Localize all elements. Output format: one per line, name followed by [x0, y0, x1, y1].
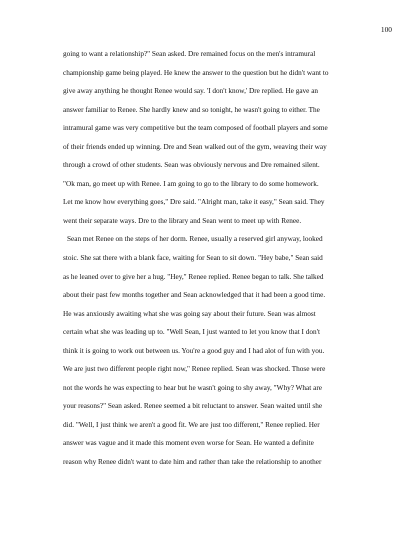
- text-line: went their separate ways. Dre to the library and Sean went to meet up with Renee.: [63, 216, 302, 225]
- text-line: did. "Well, I just think we aren't a good fit. We are just too different," Renee replied. Her: [63, 420, 320, 429]
- text-line: your reasons?" Sean asked. Renee seemed a bit reluctant to answer. Sean waited until she: [63, 402, 323, 411]
- text-line: give away anything he thought Renee would say. 'I don't know,' Dre replied. He gave an: [63, 87, 319, 96]
- text-line: of their friends ended up winning. Dre and Sean walked out of the gym, weaving their way: [63, 142, 327, 151]
- text-line: He was anxiously awaiting what she was going say about their future. Sean was almost: [63, 309, 316, 318]
- text-line: think it is going to work out between us. You're a good guy and I had alot of fun with you.: [63, 346, 325, 355]
- text-line: about their past few months together and Sean acknowledged that it had been a good time.: [63, 291, 326, 300]
- paragraph-start-line: Sean met Renee on the steps of her dorm. Renee, usually a reserved girl anyway, looked: [67, 235, 323, 244]
- text-line: as he leaned over to give her a hug. "Hey," Renee replied. Renee began to talk. She talked: [63, 272, 324, 281]
- text-line: answer familiar to Renee. She hardly knew and so tonight, he wasn't going to either. The: [63, 105, 320, 114]
- text-line: certain what she was leading up to. "Well Sean, I just wanted to let you know that I don't: [63, 328, 320, 337]
- text-line: going to want a relationship?" Sean asked. Dre remained focus on the men's intramural: [63, 50, 316, 58]
- page-number: 100: [380, 25, 392, 34]
- text-line: Let me know how everything goes," Dre said. "Alright man, take it easy," Sean said. They: [63, 198, 325, 207]
- text-line: "Ok man, go meet up with Renee. I am going to go to the library to do some homework.: [63, 179, 319, 188]
- text-line: intramural game was very competitive but the team composed of football players and some: [63, 124, 328, 133]
- text-line: We are just two different people right now," Renee replied. Sean was shocked. Those were: [63, 365, 326, 374]
- text-line: championship game being played. He knew the answer to the question but he didn't want to: [63, 68, 329, 77]
- text-line: reason why Renee didn't want to date him and rather than take the relationship to another: [63, 458, 322, 467]
- text-line: through a crowd of other students. Sean was obviously nervous and Dre remained silent.: [63, 161, 320, 170]
- text-line: stoic. She sat there with a blank face, waiting for Sean to sit down. "Hey babe," Sean said: [63, 254, 323, 263]
- text-line: not the words he was expecting to hear but he wasn't going to shy away, "Why? What are: [63, 383, 322, 392]
- text-line: answer was vague and it made this moment even worse for Sean. He wanted a definite: [63, 439, 314, 448]
- body-text: [63, 45, 373, 472]
